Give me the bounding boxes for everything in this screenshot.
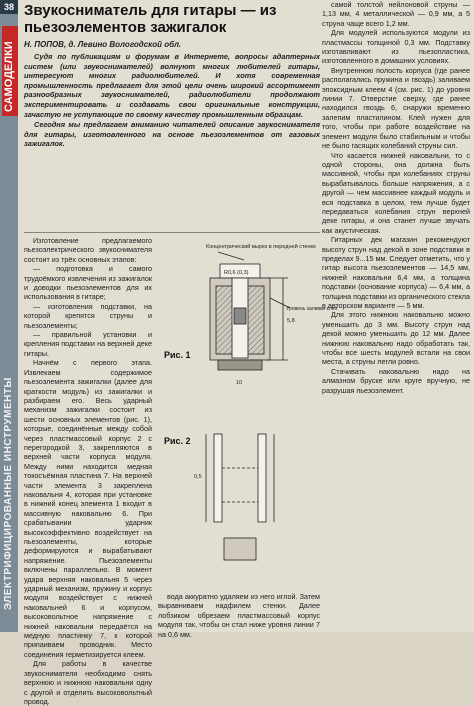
logo-text: САМОДЕЛКИ <box>3 41 15 112</box>
paragraph: Стачивать наковальню надо на алмазном бруске или круге вручную, не разрушая пьезоэлемент. <box>322 366 470 395</box>
paragraph: Начнём с первого этапа. Извлекаем содержимое пьезоэлемента зажигалки (далее для краткости модуль) из зажигалки и разбираем его. Весь ударный механизм зажигалки состоит из шести основных элементов (рис. 1), которые, соединённые между собой через пластмассовый корпус 2 с перегородкой 3, закрепляются в верхней части корпуса модуля. Между ними находится медная токосъёмная пластина 7. На верхней части элемента 3 закреплена наковальня 4, которая при установке в нижний конец элемента 1 входит в массивную наковальню 6. При срабатывании ударник высокоэффективно воздействует на пьезоэлементы, которые деформируются и вырабатывают напряжение. Пьезоэлементы включены параллельно. В момент удара верхняя наковальня 5 через ударный механизм, пружину и корпус модуля воздействует с нижней наковальней 6 и корпусом, высоковольтное напряжение с нижней наковальни передаётся на медную пластинку 7, к которой припаиваем проводник. Место соединения герметизируется клеем. <box>24 358 152 659</box>
figure-2-drawing <box>206 434 274 560</box>
paragraph: Для модулей используются модули из пластмассы толщиной 0,3 мм. Подставку изготавливают из пьезопластика, изготовленного в домашних условиях. <box>322 28 470 66</box>
page-number: 38 <box>0 0 18 14</box>
radius-label: R0,6 (0,3) <box>224 270 249 276</box>
dimension-label: 10 <box>236 380 243 386</box>
side-label: ЭЛЕКТРИФИЦИРОВАННЫЕ ИНСТРУМЕНТЫ <box>3 377 14 610</box>
paragraph: Изготовление предлагаемого пьезоэлектрического звукоснимателя состоит из трёх основных этапов: <box>24 236 152 264</box>
callout-line <box>218 252 244 260</box>
base-block <box>224 538 256 560</box>
base-plate <box>218 360 262 370</box>
lead-paragraph: Сегодня мы предлагаем вниманию читателей описание звукоснимателя для гитары, изготовленного на основе пьезоэлементов от газовых зажигалок. <box>24 120 320 149</box>
paragraph: самой толстой нейлоновой струны — 1,13 мм, 4 металлической — 0,9 мм, а 5 струна чаще всего 1,2 мм. <box>322 0 470 28</box>
paragraph: Гитарных дек магазин рекомендуют высоту струн над декой в зоне подставки в пределах 9...15 мм. Следует отметить, что у гитар высота пьезоэлементов — 14,5 мм, нижней наковальни 6,4 мм, а толщина подставки (основание корпуса) — 6,4 мм, а толщина подставки из органического стекла в авторском варианте — 5 мм. <box>322 235 471 310</box>
paragraph: Для работы в качестве звукоснимателя необходимо снять верхнюю и нижнюю наковальни одну с другой и отделить высоковольтный провод. <box>24 659 152 706</box>
paragraph: Внутреннюю полость корпуса (где ранее располагались пружина и гвоздь) заливаем эпоксидным клеем 4 (см. рис. 1) до уровня линии 7. Отверстие сверху, где ранее находился гвоздь 6, снаружи временно залепим пластилином. Клей нужен для того, чтобы при работе воздействие на элемент модуля было стабильным и чтобы не было гасящих колебаний струны сил. <box>322 65 470 151</box>
paragraph: — изготовления подставки, на которой крепятся струны и пьезоэлементы; <box>24 301 152 330</box>
paragraph: Что касается нижней наковальни, то с одной стороны, она должна быть массивной, чтобы при колебаниях струны вырабатывалось больше напряжения, а с другой — чем массивнее каждый модуль и вся подставка в целом, тем лучше будет передаваться колебания струн верхней деке гитары, и она станет лучше звучать как акустическая. <box>322 150 470 235</box>
profile-right <box>258 434 266 522</box>
side-label-box <box>1 120 17 620</box>
paragraph: Для этого нижнюю наковальню можно уменьшить до 3 мм. Высоту струн над декой можно уменьшить до 12 мм. Далее нижнюю наковальню надо обработать так, чтобы все шесть модулей встали на свои места, а струны легли ровно. <box>322 310 470 367</box>
profile-left <box>214 434 222 522</box>
side-label-text: Уровень заливки клея <box>286 306 338 312</box>
figure-1-top-label: Концентрический вырез в передней стенке <box>206 244 317 250</box>
figure-1-drawing <box>210 252 290 370</box>
text-column-right <box>322 0 470 630</box>
figure-1-caption: Рис. 1 <box>164 350 191 360</box>
dimension-label: 5,8 <box>287 318 295 324</box>
figure-2-caption: Рис. 2 <box>164 436 191 446</box>
side-bar <box>0 0 18 632</box>
paragraph: вода аккуратно удаляем из него иглой. Затем выравниваем надфилем стенки. Далее лобзиком обрезаем пластмассовый корпус модуля так, чтобы он стал ниже уровня линии 7 на 0,6 мм. <box>158 592 320 639</box>
article-lead <box>24 52 320 232</box>
divider <box>24 232 320 233</box>
magazine-logo <box>2 26 18 116</box>
text-column-left <box>24 236 152 706</box>
article-title: Звукосниматель для гитары — из пьезоэлементов зажигалок <box>24 2 277 36</box>
paragraph: — правильной установки и крепления подставки на верхней деке гитары. <box>24 330 152 358</box>
technical-drawing <box>158 238 338 590</box>
piezo-element <box>234 308 246 324</box>
text-column-middle-bottom <box>158 592 320 639</box>
lead-paragraph: Судя по публикациям и форумам в Интернете, вопросы адаптерных систем (или звукоснимателей) волнуют многих любителей гитары, интересуют многих радиолюбителей. И хотя современная промышленность предлагает для этой цели очень широкий ассортимент разнообразных звукоснимателей, радиолюбители продолжают экспериментировать и создавать свои оригинальные конструкции, зачастую не уступающие по своему качеству промышленным образцам. <box>24 52 320 119</box>
article-author: Н. ПОПОВ, д. Левино Вологодской обл. <box>24 40 182 49</box>
figures-area <box>158 238 338 618</box>
dimension-label: 0,5 <box>194 474 202 480</box>
paragraph: — подготовка и самого трудоёмкого извлечения из зажигалок и доводки пьезоэлементов для их использования в гитаре; <box>24 264 152 302</box>
